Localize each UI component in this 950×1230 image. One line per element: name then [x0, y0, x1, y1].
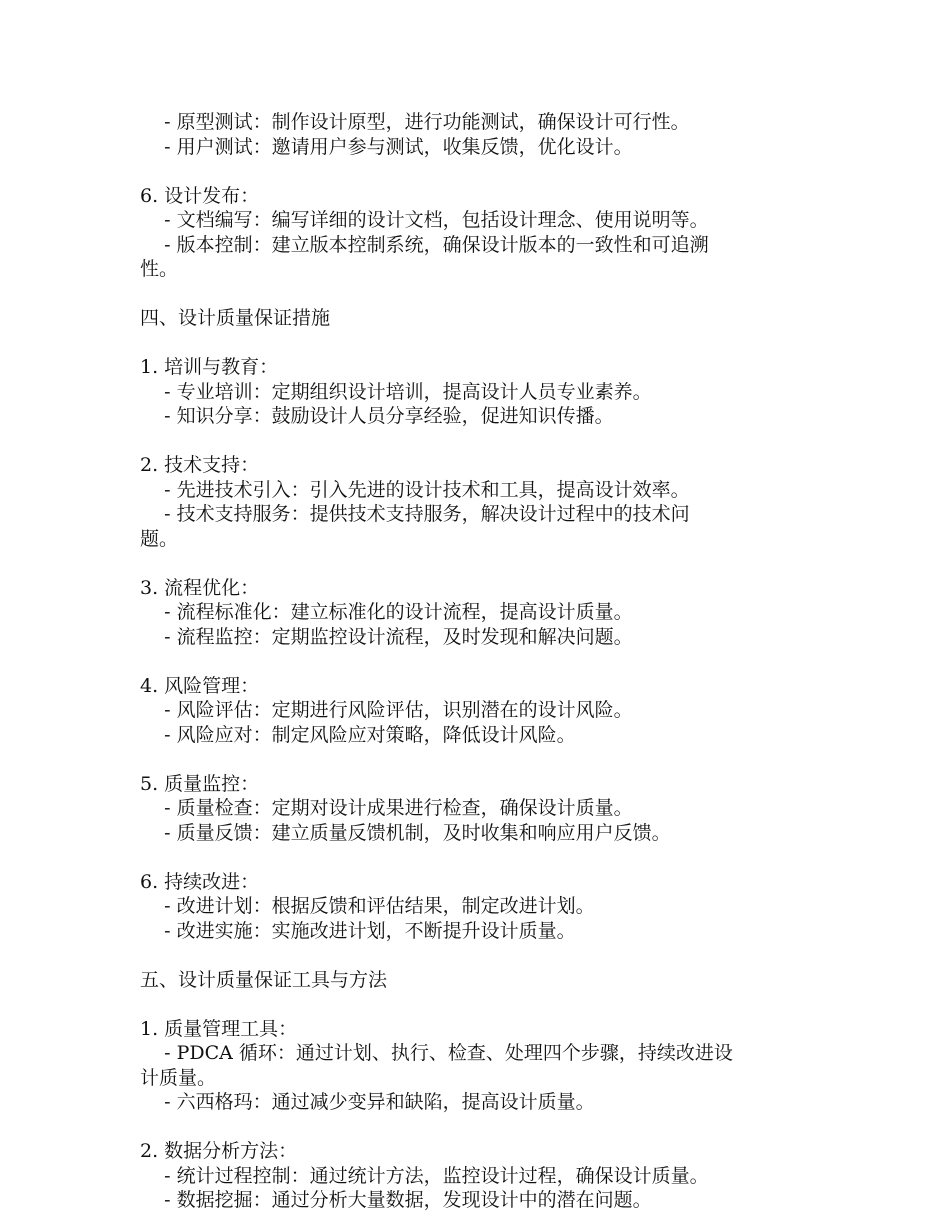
text-line: 2. 技术支持： [140, 454, 260, 476]
text-line: 四、设计质量保证措施 [140, 307, 331, 329]
text-line: 6. 持续改进： [140, 870, 260, 893]
text-line: - 版本控制：建立版本控制系统，确保设计版本的一致性和可追溯 [140, 233, 709, 256]
text-line: - 原型测试：制作设计原型，进行功能测试，确保设计可行性。 [140, 111, 690, 133]
blank-line [140, 747, 820, 772]
text-line: 题。 [140, 527, 179, 550]
blank-line [140, 429, 820, 454]
text-line: 计质量。 [140, 1066, 217, 1089]
text-line: 6. 设计发布： [140, 184, 260, 207]
text-line: - 流程监控：定期监控设计流程，及时发现和解决问题。 [140, 625, 633, 648]
text-line: - 质量反馈：建立质量反馈机制，及时收集和响应用户反馈。 [140, 821, 671, 844]
text-line: 4. 风险管理： [140, 674, 260, 697]
text-line: - 流程标准化：建立标准化的设计流程，提高设计质量。 [140, 601, 633, 623]
text-line: - 先进技术引入：引入先进的设计技术和工具，提高设计效率。 [140, 478, 690, 501]
text-line: 3. 流程优化： [140, 576, 260, 599]
text-line: 5. 质量监控： [140, 772, 260, 795]
blank-line [140, 992, 820, 1017]
text-line: - 改进计划：根据反馈和评估结果，制定改进计划。 [140, 895, 595, 917]
text-line: - 改进实施：实施改进计划，不断提升设计质量。 [140, 919, 576, 942]
text-line: - 质量检查：定期对设计成果进行检查，确保设计质量。 [140, 797, 633, 819]
document-page [140, 110, 820, 1213]
text-line: - 技术支持服务：提供技术支持服务，解决设计过程中的技术问 [140, 503, 690, 525]
text-line: - 专业培训：定期组织设计培训，提高设计人员专业素养。 [140, 380, 652, 403]
text-line: 性。 [140, 258, 179, 280]
text-line: - 风险应对：制定风险应对策略，降低设计风险。 [140, 723, 576, 746]
blank-line [140, 551, 820, 576]
text-line: - 文档编写：编写详细的设计文档，包括设计理念、使用说明等。 [140, 209, 709, 231]
blank-line [140, 331, 820, 356]
blank-line [140, 943, 820, 968]
text-line: - 统计过程控制：通过统计方法，监控设计过程，确保设计质量。 [140, 1164, 709, 1187]
text-line: 1. 质量管理工具： [140, 1017, 298, 1040]
blank-line [140, 1115, 820, 1140]
text-line: - 知识分享：鼓励设计人员分享经验，促进知识传播。 [140, 405, 614, 427]
text-line: - PDCA 循环：通过计划、执行、检查、处理四个步骤，持续改进设 [140, 1042, 733, 1064]
text-line: - 数据挖掘：通过分析大量数据，发现设计中的潜在问题。 [140, 1189, 652, 1211]
text-line: 1. 培训与教育： [140, 356, 279, 378]
blank-line [140, 649, 820, 674]
text-line: - 六西格玛：通过减少变异和缺陷，提高设计质量。 [140, 1091, 595, 1113]
blank-line [140, 282, 820, 307]
blank-line [140, 159, 820, 184]
text-line: 五、设计质量保证工具与方法 [140, 968, 388, 991]
blank-line [140, 845, 820, 870]
text-line: - 用户测试：邀请用户参与测试，收集反馈，优化设计。 [140, 135, 633, 158]
text-line: 2. 数据分析方法： [140, 1140, 298, 1162]
text-line: - 风险评估：定期进行风险评估，识别潜在的设计风险。 [140, 699, 633, 721]
